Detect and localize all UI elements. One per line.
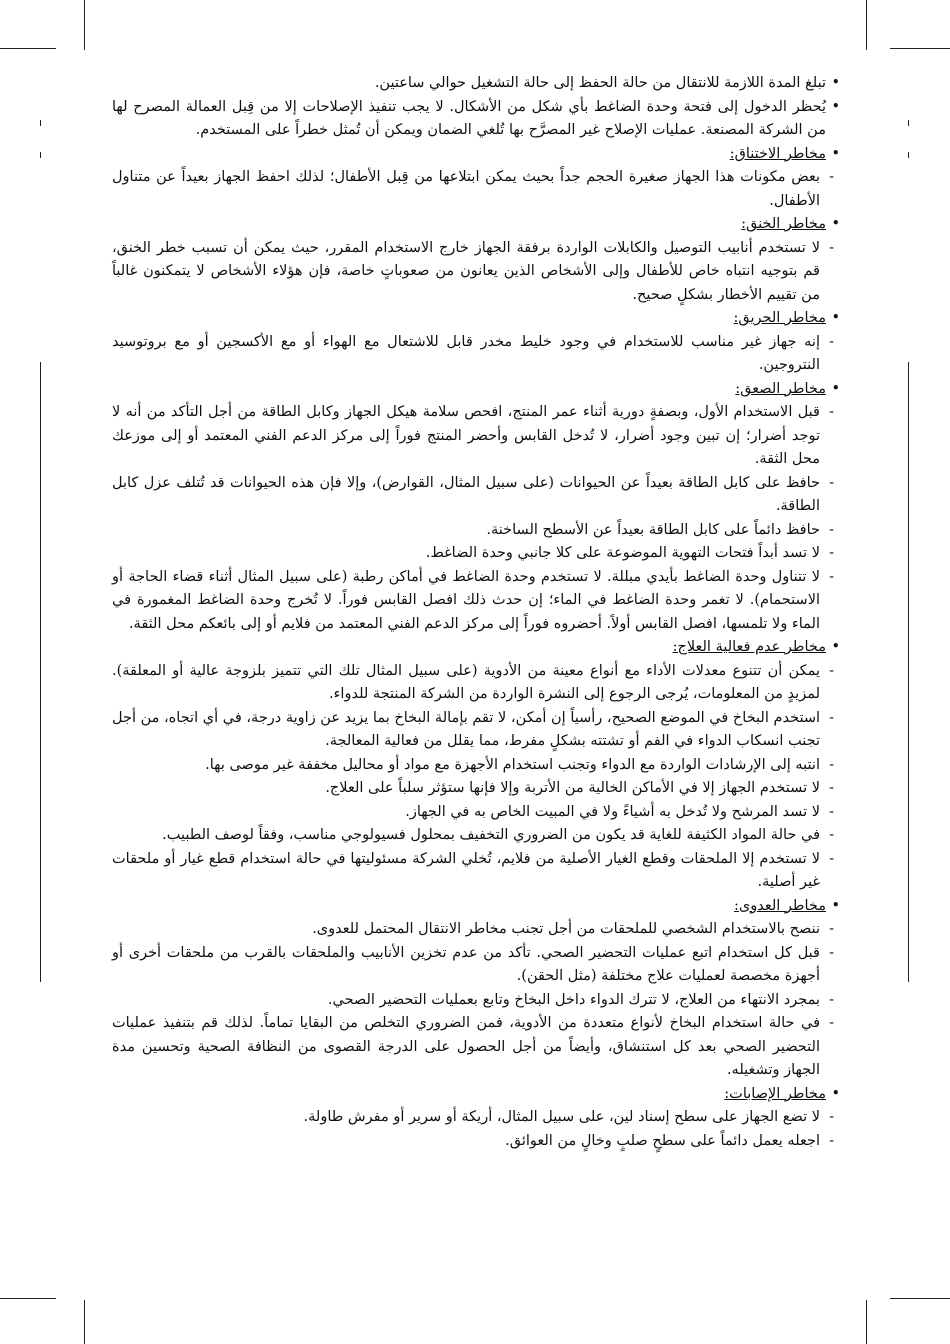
dash-item: - لا تضع الجهاز على سطح إسناد لين، على سبيل المثال، أريكة أو سرير أو مفرش طاولة.	[112, 1106, 840, 1130]
section-heading	[112, 378, 840, 402]
crop-mark-bottom-left-v	[84, 1300, 85, 1344]
dash-item: - بعض مكونات هذا الجهاز صغيرة الحجم جداً بحيث يمكن ابتلاعها من قِبل الأطفال؛ لذلك احفظ الجهاز بعيداً عن متناول الأطفال.	[112, 166, 840, 213]
dash-item: - ننصح بالاستخدام الشخصي للملحقات من أجل تجنب مخاطر الانتقال المحتمل للعدوى.	[112, 918, 840, 942]
document-body	[112, 72, 840, 1153]
section-heading-text: مخاطر الحريق:	[733, 310, 826, 326]
side-tick-left-2	[40, 152, 41, 158]
dash-item: - قبل كل استخدام اتبع عمليات التحضير الصحي. تأكد من عدم تخزين الأنابيب والملحقات بالقرب من ملحقات أخرى أو أجهزة مخصصة لعمليات علاج مختلفة (مثل الحقن).	[112, 942, 840, 989]
dash-item: - لا تسد أبداً فتحات التهوية الموضوعة على كلا جانبي وحدة الضاغط.	[112, 542, 840, 566]
crop-mark-top-left-h	[0, 48, 56, 49]
dash-item: - بمجرد الانتهاء من العلاج، لا تترك الدواء داخل البخاخ وتابع بعمليات التحضير الصحي.	[112, 989, 840, 1013]
side-rule-right	[908, 362, 909, 982]
crop-mark-top-right-v	[866, 0, 867, 50]
dash-item: - يمكن أن تتنوع معدلات الأداء مع أنواع معينة من الأدوية (على سبيل المثال تلك التي تتميز بلزوجة عالية أو المعلقة). لمزيدٍ من المعلومات، يُرجى الرجوع إلى النشرة الواردة من الشركة المنتجة للدواء.	[112, 660, 840, 707]
section-heading-text: مخاطر الخنق:	[741, 216, 826, 232]
dash-item: - لا تسد المرشح ولا تُدخل به أشياءً ولا في المبيت الخاص به في الجهاز.	[112, 801, 840, 825]
dash-item: - حافظ دائماً على كابل الطاقة بعيداً عن الأسطح الساخنة.	[112, 519, 840, 543]
side-tick-right-1	[908, 120, 909, 126]
section-heading	[112, 895, 840, 919]
crop-mark-bottom-left-h	[0, 1298, 56, 1299]
dash-item: - لا تستخدم إلا الملحقات وقطع الغيار الأصلية من فلايم، تُخلي الشركة مسئوليتها في حالة استخدام قطع غيار أو ملحقات غير أصلية.	[112, 848, 840, 895]
crop-mark-top-right-h	[890, 48, 950, 49]
bullet-paragraph: • يُحظر الدخول إلى فتحة وحدة الضاغط بأي شكل من الأشكال. لا يجب تنفيذ الإصلاحات إلا من قِبل العمالة المصرح لها من الشركة المصنعة. عمليات الإصلاح غير المصرَّح بها تُلغي الضمان ويمكن أن تُمثل خطراً على المستخدم.	[112, 96, 840, 143]
crop-mark-top-left-v	[84, 0, 85, 50]
side-tick-left-1	[40, 120, 41, 126]
section-heading	[112, 213, 840, 237]
dash-item: - في حالة المواد الكثيفة للغاية قد يكون من الضروري التخفيف بمحلول فسيولوجي مناسب، وفقاً لوصف الطبيب.	[112, 824, 840, 848]
section-heading-text: مخاطر الاختناق:	[729, 145, 826, 162]
dash-item: - لا تستخدم أنابيب التوصيل والكابلات الواردة برفقة الجهاز خارج الاستخدام المقرر، حيث يمكن أن تسبب خطر الخنق، قم بتوجيه انتباه خاص للأطفال وإلى الأشخاص الذين يعانون من صعوباتٍ خاصة، فإن هؤلاء الأشخاص لا يتمكنون غالباً من تقييم الأخطار بشكلٍ صحيح.	[112, 237, 840, 308]
dash-item: - استخدم البخاخ في الموضع الصحيح، رأسياً إن أمكن، لا تقم بإمالة البخاخ بما يزيد عن زاوية درجة، في أي اتجاه، من أجل تجنب انسكاب الدواء في الفم أو تشتته بشكلٍ مفرط، مما يقلل من فعالية المعالجة.	[112, 707, 840, 754]
section-heading	[112, 307, 840, 331]
dash-item: - قبل الاستخدام الأول، وبصفةٍ دورية أثناء عمر المنتج، افحص سلامة هيكل الجهاز وكابل الطاقة من أجل التأكد من أنه لا توجد أضرار؛ إن تبين وجود أضرار، لا تُدخل القابس وأحضر المنتج فوراً إلى مركز الدعم الفني المعتمد أو إلى موزعك محل الثقة.	[112, 401, 840, 472]
side-tick-right-2	[908, 152, 909, 158]
section-heading-text: مخاطر العدوى:	[734, 897, 826, 914]
dash-item: - اجعله يعمل دائماً على سطحٍ صلبٍ وخالٍ من العوائق.	[112, 1130, 840, 1154]
section-heading-text: مخاطر الصعق:	[735, 380, 826, 397]
dash-item: - انتبه إلى الإرشادات الواردة مع الدواء وتجنب استخدام الأجهزة مع مواد أو محاليل مخففة غير موصى بها.	[112, 754, 840, 778]
section-heading	[112, 1083, 840, 1107]
crop-mark-bottom-right-v	[866, 1300, 867, 1344]
crop-mark-bottom-right-h	[890, 1298, 950, 1299]
section-heading	[112, 143, 840, 167]
bullet-paragraph: • تبلغ المدة اللازمة للانتقال من حالة الحفظ إلى حالة التشغيل حوالي ساعتين.	[112, 72, 840, 96]
side-rule-left	[40, 362, 41, 982]
dash-item: - لا تتناول وحدة الضاغط بأيدي مبللة. لا تستخدم وحدة الضاغط في أماكن رطبة (على سبيل المثال أثناء قضاء الحاجة أو الاستحمام). لا تغمر وحدة الضاغط في الماء؛ إن حدث ذلك افصل القابس فوراً. لا تُخرج وحدة الضاغط المغمورة في الماء ولا تلمسها، افصل القابس أولاً. أحضروه فوراً إلى مركز الدعم الفني المعتمد من فلايم أو إلى بائعكم محل الثقة.	[112, 566, 840, 637]
dash-item: - حافظ على كابل الطاقة بعيداً عن الحيوانات (على سبيل المثال، القوارض)، وإلا فإن هذه الحيوانات قد تُتلف عزل كابل الطاقة.	[112, 472, 840, 519]
dash-item: - في حالة استخدام البخاخ لأنواع متعددة من الأدوية، فمن الضروري التخلص من البقايا تماماً. لذلك قم بتنفيذ عمليات التحضير الصحي بعد كل استنشاق، وأيضاً من أجل الحصول على الدرجة القصوى من النظافة الصحية وتحسين مدة الجهاز وتشغيله.	[112, 1012, 840, 1083]
dash-item: - لا تستخدم الجهاز إلا في الأماكن الخالية من الأتربة وإلا فإنها ستؤثر سلباً على العلاج.	[112, 777, 840, 801]
section-heading	[112, 636, 840, 660]
dash-item: - إنه جهاز غير مناسب للاستخدام في وجود خليط مخدر قابل للاشتعال مع الهواء أو مع الأكسجين أو مع بروتوسيد النتروجين.	[112, 331, 840, 378]
section-heading-text: مخاطر عدم فعالية العلاج:	[672, 639, 826, 655]
section-heading-text: مخاطر الإصابات:	[724, 1085, 826, 1102]
